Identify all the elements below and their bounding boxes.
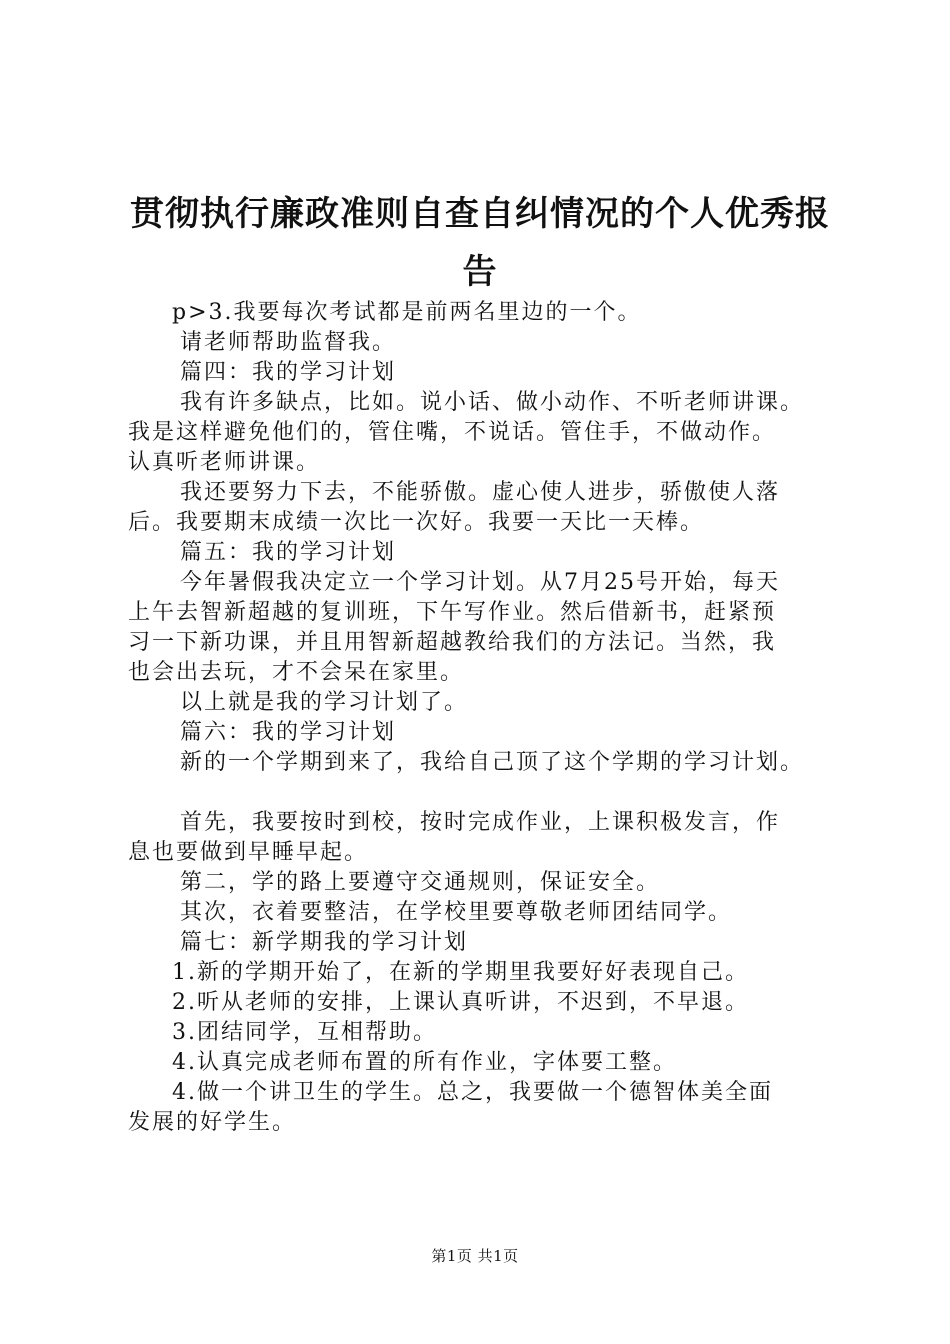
body-line: 我有许多缺点，比如。说小话、做小动作、不听老师讲课。 [180, 390, 805, 415]
list-item: 4.认真完成老师布置的所有作业，字体要工整。 [172, 1050, 677, 1075]
body-line: 息也要做到早睡早起。 [128, 840, 369, 865]
body-line: 以上就是我的学习计划了。 [180, 690, 469, 715]
section-heading: 篇六：我的学习计划 [180, 720, 397, 745]
section-heading: 篇七：新学期我的学习计划 [180, 930, 469, 955]
body-line: 请老师帮助监督我。 [180, 330, 397, 355]
document-title-line-2: 告 [462, 252, 498, 292]
blank-line [128, 778, 868, 808]
page-footer: 第1页 共1页 [431, 1247, 519, 1265]
list-item: 1.新的学期开始了，在新的学期里我要好好表现自己。 [172, 960, 749, 985]
body-line: 首先，我要按时到校，按时完成作业，上课积极发言，作 [180, 810, 781, 835]
section-heading: 篇五：我的学习计划 [180, 540, 397, 565]
body-line: p>3.我要每次考试都是前两名里边的一个。 [172, 300, 642, 325]
body-line: 后。我要期末成绩一次比一次好。我要一天比一天棒。 [128, 510, 705, 535]
body-line: 认真听老师讲课。 [128, 450, 321, 475]
body-line: 新的一个学期到来了，我给自己顶了这个学期的学习计划。 [180, 750, 805, 775]
list-item: 2.听从老师的安排，上课认真听讲，不迟到，不早退。 [172, 990, 749, 1015]
body-line: 习一下新功课，并且用智新超越教给我们的方法记。当然，我 [128, 630, 777, 655]
body-line: 今年暑假我决定立一个学习计划。从7月25号开始，每天 [180, 570, 780, 595]
body-line: 上午去智新超越的复训班，下午写作业。然后借新书，赶紧预 [128, 600, 777, 625]
document-body [128, 298, 868, 1138]
list-item: 4.做一个讲卫生的学生。总之，我要做一个德智体美全面 [172, 1080, 773, 1105]
list-item: 3.团结同学，互相帮助。 [172, 1020, 437, 1045]
body-line: 我还要努力下去，不能骄傲。虚心使人进步，骄傲使人落 [180, 480, 781, 505]
document-title-line-1: 贯彻执行廉政准则自查自纠情况的个人优秀报 [130, 194, 830, 234]
body-line: 其次，衣着要整洁，在学校里要尊敬老师团结同学。 [180, 900, 733, 925]
section-heading: 篇四：我的学习计划 [180, 360, 397, 385]
body-line: 也会出去玩，才不会呆在家里。 [128, 660, 465, 685]
body-line: 发展的好学生。 [128, 1110, 297, 1135]
body-line: 第二，学的路上要遵守交通规则，保证安全。 [180, 870, 661, 895]
body-line: 我是这样避免他们的，管住嘴，不说话。管住手，不做动作。 [128, 420, 777, 445]
